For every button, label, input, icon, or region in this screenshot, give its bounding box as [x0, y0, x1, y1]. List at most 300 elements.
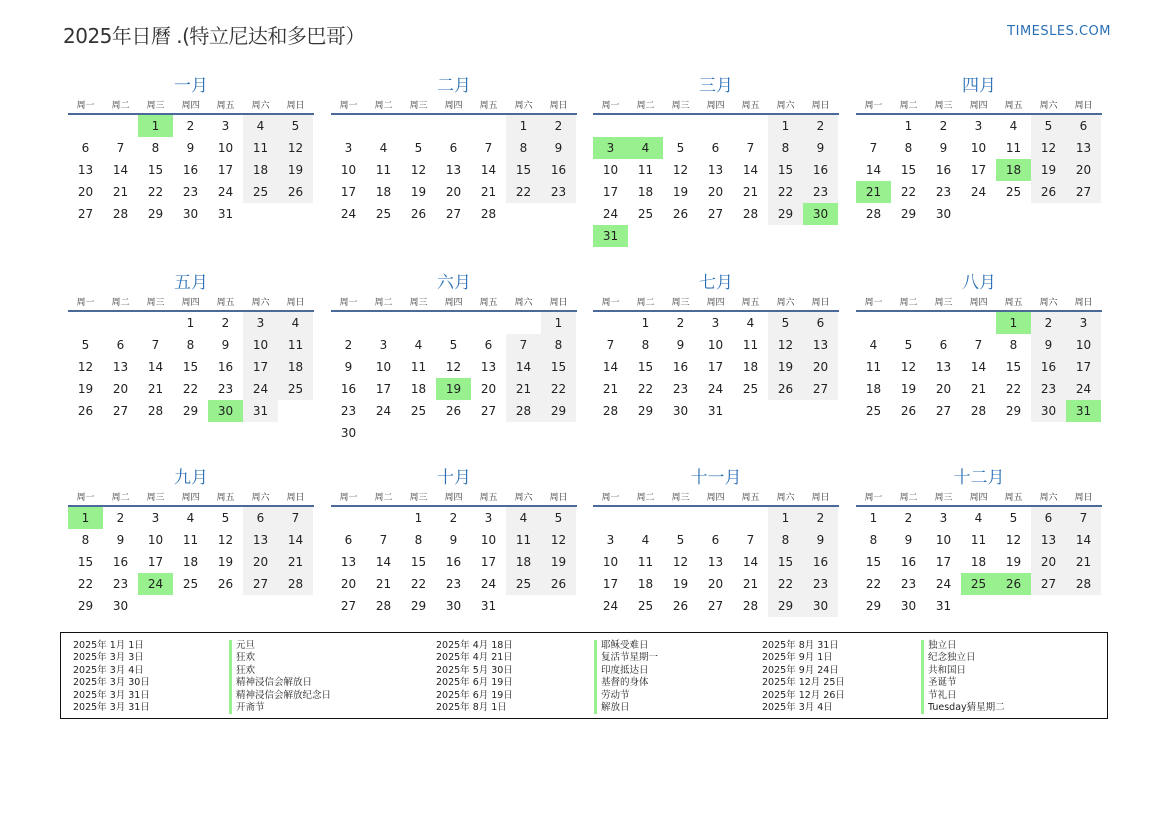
day-cell[interactable]: 26 [77, 404, 94, 418]
day-cell[interactable]: 13 [340, 555, 357, 569]
day-cell[interactable]: 21 [112, 185, 129, 199]
day-cell[interactable]: 28 [147, 404, 164, 418]
holiday-day-cell[interactable]: 31 [593, 225, 628, 247]
day-cell[interactable]: 7 [151, 338, 160, 352]
holiday-day-cell[interactable]: 25 [961, 573, 996, 595]
day-cell[interactable]: 22 [1005, 382, 1022, 396]
day-cell[interactable]: 7 [746, 533, 755, 547]
day-cell[interactable]: 9 [803, 137, 838, 159]
day-cell[interactable]: 22 [410, 577, 427, 591]
day-cell[interactable]: 18 [506, 551, 541, 573]
day-cell[interactable]: 15 [506, 159, 541, 181]
day-cell[interactable]: 6 [711, 533, 720, 547]
day-cell[interactable]: 22 [768, 573, 803, 595]
day-cell[interactable]: 10 [970, 141, 987, 155]
holiday-day-cell[interactable]: 30 [208, 400, 243, 422]
day-cell[interactable]: 6 [116, 338, 125, 352]
day-cell[interactable]: 28 [278, 573, 313, 595]
day-cell[interactable]: 19 [672, 577, 689, 591]
day-cell[interactable]: 30 [1031, 400, 1066, 422]
day-cell[interactable]: 12 [900, 360, 917, 374]
day-cell[interactable]: 16 [182, 163, 199, 177]
day-cell[interactable]: 9 [939, 141, 948, 155]
holiday-day-cell[interactable]: 4 [628, 137, 663, 159]
day-cell[interactable]: 27 [77, 207, 94, 221]
day-cell[interactable]: 18 [243, 159, 278, 181]
day-cell[interactable]: 8 [414, 533, 423, 547]
day-cell[interactable]: 31 [935, 599, 952, 613]
day-cell[interactable]: 30 [112, 599, 129, 613]
day-cell[interactable]: 19 [1005, 555, 1022, 569]
day-cell[interactable]: 8 [1009, 338, 1018, 352]
day-cell[interactable]: 11 [970, 533, 987, 547]
day-cell[interactable]: 10 [480, 533, 497, 547]
day-cell[interactable]: 20 [935, 382, 952, 396]
day-cell[interactable]: 19 [541, 551, 576, 573]
day-cell[interactable]: 3 [711, 316, 720, 330]
day-cell[interactable]: 22 [182, 382, 199, 396]
day-cell[interactable]: 5 [676, 533, 685, 547]
day-cell[interactable]: 17 [340, 185, 357, 199]
day-cell[interactable]: 24 [602, 207, 619, 221]
day-cell[interactable]: 6 [81, 141, 90, 155]
day-cell[interactable]: 14 [278, 529, 313, 551]
day-cell[interactable]: 5 [1031, 115, 1066, 137]
day-cell[interactable]: 18 [278, 356, 313, 378]
day-cell[interactable]: 17 [147, 555, 164, 569]
day-cell[interactable]: 8 [904, 141, 913, 155]
day-cell[interactable]: 17 [480, 555, 497, 569]
day-cell[interactable]: 1 [768, 507, 803, 529]
day-cell[interactable]: 4 [746, 316, 755, 330]
day-cell[interactable]: 2 [904, 511, 913, 525]
day-cell[interactable]: 10 [1066, 334, 1101, 356]
day-cell[interactable]: 3 [939, 511, 948, 525]
day-cell[interactable]: 31 [243, 400, 278, 422]
day-cell[interactable]: 2 [939, 119, 948, 133]
day-cell[interactable]: 5 [414, 141, 423, 155]
day-cell[interactable]: 17 [707, 360, 724, 374]
day-cell[interactable]: 19 [410, 185, 427, 199]
day-cell[interactable]: 16 [900, 555, 917, 569]
day-cell[interactable]: 15 [147, 163, 164, 177]
day-cell[interactable]: 11 [182, 533, 199, 547]
day-cell[interactable]: 20 [112, 382, 129, 396]
day-cell[interactable]: 2 [1031, 312, 1066, 334]
day-cell[interactable]: 26 [1031, 181, 1066, 203]
day-cell[interactable]: 24 [217, 185, 234, 199]
day-cell[interactable]: 6 [449, 141, 458, 155]
day-cell[interactable]: 2 [676, 316, 685, 330]
day-cell[interactable]: 11 [375, 163, 392, 177]
day-cell[interactable]: 11 [506, 529, 541, 551]
day-cell[interactable]: 28 [865, 207, 882, 221]
day-cell[interactable]: 15 [900, 163, 917, 177]
day-cell[interactable]: 25 [1005, 185, 1022, 199]
day-cell[interactable]: 11 [742, 338, 759, 352]
day-cell[interactable]: 21 [742, 577, 759, 591]
day-cell[interactable]: 6 [1066, 115, 1101, 137]
day-cell[interactable]: 23 [803, 573, 838, 595]
day-cell[interactable]: 9 [344, 360, 353, 374]
day-cell[interactable]: 28 [742, 599, 759, 613]
day-cell[interactable]: 17 [935, 555, 952, 569]
day-cell[interactable]: 16 [445, 555, 462, 569]
day-cell[interactable]: 11 [637, 555, 654, 569]
day-cell[interactable]: 22 [900, 185, 917, 199]
holiday-day-cell[interactable]: 19 [436, 378, 471, 400]
day-cell[interactable]: 11 [410, 360, 427, 374]
day-cell[interactable]: 13 [707, 163, 724, 177]
day-cell[interactable]: 28 [1066, 573, 1101, 595]
day-cell[interactable]: 16 [541, 159, 576, 181]
day-cell[interactable]: 3 [379, 338, 388, 352]
day-cell[interactable]: 29 [900, 207, 917, 221]
day-cell[interactable]: 5 [278, 115, 313, 137]
day-cell[interactable]: 24 [970, 185, 987, 199]
day-cell[interactable]: 22 [147, 185, 164, 199]
day-cell[interactable]: 7 [1066, 507, 1101, 529]
day-cell[interactable]: 24 [707, 382, 724, 396]
day-cell[interactable]: 18 [637, 185, 654, 199]
day-cell[interactable]: 8 [768, 529, 803, 551]
day-cell[interactable]: 16 [803, 159, 838, 181]
day-cell[interactable]: 21 [147, 382, 164, 396]
day-cell[interactable]: 29 [147, 207, 164, 221]
day-cell[interactable]: 31 [217, 207, 234, 221]
day-cell[interactable]: 2 [116, 511, 125, 525]
day-cell[interactable]: 5 [768, 312, 803, 334]
day-cell[interactable]: 9 [449, 533, 458, 547]
day-cell[interactable]: 25 [865, 404, 882, 418]
day-cell[interactable]: 7 [869, 141, 878, 155]
day-cell[interactable]: 19 [1031, 159, 1066, 181]
day-cell[interactable]: 18 [410, 382, 427, 396]
day-cell[interactable]: 17 [1066, 356, 1101, 378]
day-cell[interactable]: 20 [1031, 551, 1066, 573]
day-cell[interactable]: 16 [672, 360, 689, 374]
day-cell[interactable]: 12 [1005, 533, 1022, 547]
day-cell[interactable]: 7 [278, 507, 313, 529]
day-cell[interactable]: 23 [803, 181, 838, 203]
day-cell[interactable]: 14 [506, 356, 541, 378]
day-cell[interactable]: 29 [77, 599, 94, 613]
day-cell[interactable]: 13 [77, 163, 94, 177]
day-cell[interactable]: 13 [1031, 529, 1066, 551]
day-cell[interactable]: 19 [672, 185, 689, 199]
day-cell[interactable]: 6 [243, 507, 278, 529]
day-cell[interactable]: 20 [77, 185, 94, 199]
day-cell[interactable]: 20 [243, 551, 278, 573]
day-cell[interactable]: 16 [1031, 356, 1066, 378]
day-cell[interactable]: 20 [803, 356, 838, 378]
day-cell[interactable]: 8 [641, 338, 650, 352]
day-cell[interactable]: 3 [1066, 312, 1101, 334]
day-cell[interactable]: 5 [904, 338, 913, 352]
day-cell[interactable]: 26 [672, 207, 689, 221]
day-cell[interactable]: 24 [935, 577, 952, 591]
day-cell[interactable]: 11 [243, 137, 278, 159]
day-cell[interactable]: 9 [221, 338, 230, 352]
day-cell[interactable]: 25 [375, 207, 392, 221]
day-cell[interactable]: 27 [112, 404, 129, 418]
day-cell[interactable]: 25 [506, 573, 541, 595]
day-cell[interactable]: 26 [900, 404, 917, 418]
day-cell[interactable]: 15 [637, 360, 654, 374]
day-cell[interactable]: 19 [278, 159, 313, 181]
day-cell[interactable]: 3 [484, 511, 493, 525]
day-cell[interactable]: 21 [970, 382, 987, 396]
day-cell[interactable]: 29 [410, 599, 427, 613]
day-cell[interactable]: 8 [541, 334, 576, 356]
day-cell[interactable]: 14 [742, 163, 759, 177]
day-cell[interactable]: 27 [803, 378, 838, 400]
day-cell[interactable]: 13 [707, 555, 724, 569]
day-cell[interactable]: 4 [869, 338, 878, 352]
day-cell[interactable]: 31 [707, 404, 724, 418]
day-cell[interactable]: 12 [768, 334, 803, 356]
day-cell[interactable]: 18 [970, 555, 987, 569]
day-cell[interactable]: 8 [506, 137, 541, 159]
holiday-day-cell[interactable]: 24 [138, 573, 173, 595]
day-cell[interactable]: 23 [900, 577, 917, 591]
day-cell[interactable]: 2 [803, 115, 838, 137]
day-cell[interactable]: 20 [707, 577, 724, 591]
day-cell[interactable]: 28 [970, 404, 987, 418]
day-cell[interactable]: 23 [1031, 378, 1066, 400]
day-cell[interactable]: 17 [970, 163, 987, 177]
day-cell[interactable]: 6 [803, 312, 838, 334]
day-cell[interactable]: 2 [541, 115, 576, 137]
day-cell[interactable]: 12 [672, 555, 689, 569]
day-cell[interactable]: 6 [939, 338, 948, 352]
day-cell[interactable]: 13 [935, 360, 952, 374]
day-cell[interactable]: 17 [375, 382, 392, 396]
day-cell[interactable]: 5 [81, 338, 90, 352]
day-cell[interactable]: 14 [865, 163, 882, 177]
day-cell[interactable]: 5 [676, 141, 685, 155]
day-cell[interactable]: 14 [480, 163, 497, 177]
day-cell[interactable]: 30 [182, 207, 199, 221]
day-cell[interactable]: 25 [637, 207, 654, 221]
day-cell[interactable]: 20 [340, 577, 357, 591]
day-cell[interactable]: 8 [768, 137, 803, 159]
day-cell[interactable]: 28 [506, 400, 541, 422]
day-cell[interactable]: 24 [243, 378, 278, 400]
day-cell[interactable]: 17 [602, 185, 619, 199]
day-cell[interactable]: 21 [602, 382, 619, 396]
day-cell[interactable]: 20 [1066, 159, 1101, 181]
day-cell[interactable]: 28 [602, 404, 619, 418]
day-cell[interactable]: 29 [637, 404, 654, 418]
day-cell[interactable]: 21 [742, 185, 759, 199]
day-cell[interactable]: 16 [340, 382, 357, 396]
day-cell[interactable]: 23 [935, 185, 952, 199]
day-cell[interactable]: 7 [606, 338, 615, 352]
day-cell[interactable]: 6 [711, 141, 720, 155]
day-cell[interactable]: 26 [445, 404, 462, 418]
day-cell[interactable]: 29 [1005, 404, 1022, 418]
day-cell[interactable]: 3 [151, 511, 160, 525]
day-cell[interactable]: 29 [768, 203, 803, 225]
day-cell[interactable]: 20 [707, 185, 724, 199]
site-logo[interactable]: TIMESLES.COM [1007, 24, 1111, 39]
day-cell[interactable]: 13 [480, 360, 497, 374]
day-cell[interactable]: 2 [449, 511, 458, 525]
day-cell[interactable]: 27 [243, 573, 278, 595]
day-cell[interactable]: 27 [707, 599, 724, 613]
day-cell[interactable]: 4 [974, 511, 983, 525]
day-cell[interactable]: 4 [243, 115, 278, 137]
day-cell[interactable]: 10 [602, 163, 619, 177]
holiday-day-cell[interactable]: 21 [856, 181, 891, 203]
day-cell[interactable]: 22 [637, 382, 654, 396]
day-cell[interactable]: 30 [803, 595, 838, 617]
day-cell[interactable]: 14 [1066, 529, 1101, 551]
day-cell[interactable]: 22 [768, 181, 803, 203]
day-cell[interactable]: 10 [243, 334, 278, 356]
day-cell[interactable]: 22 [541, 378, 576, 400]
day-cell[interactable]: 12 [217, 533, 234, 547]
day-cell[interactable]: 4 [641, 533, 650, 547]
holiday-day-cell[interactable]: 26 [996, 573, 1031, 595]
day-cell[interactable]: 18 [375, 185, 392, 199]
day-cell[interactable]: 9 [803, 529, 838, 551]
day-cell[interactable]: 18 [637, 577, 654, 591]
day-cell[interactable]: 5 [221, 511, 230, 525]
holiday-day-cell[interactable]: 1 [138, 115, 173, 137]
day-cell[interactable]: 19 [768, 356, 803, 378]
day-cell[interactable]: 16 [935, 163, 952, 177]
day-cell[interactable]: 29 [541, 400, 576, 422]
day-cell[interactable]: 10 [217, 141, 234, 155]
day-cell[interactable]: 10 [375, 360, 392, 374]
day-cell[interactable]: 27 [480, 404, 497, 418]
day-cell[interactable]: 17 [217, 163, 234, 177]
day-cell[interactable]: 10 [340, 163, 357, 177]
day-cell[interactable]: 5 [449, 338, 458, 352]
day-cell[interactable]: 24 [480, 577, 497, 591]
holiday-day-cell[interactable]: 3 [593, 137, 628, 159]
day-cell[interactable]: 1 [768, 115, 803, 137]
holiday-day-cell[interactable]: 1 [996, 312, 1031, 334]
day-cell[interactable]: 31 [480, 599, 497, 613]
day-cell[interactable]: 30 [672, 404, 689, 418]
holiday-day-cell[interactable]: 18 [996, 159, 1031, 181]
day-cell[interactable]: 22 [865, 577, 882, 591]
day-cell[interactable]: 29 [865, 599, 882, 613]
day-cell[interactable]: 23 [672, 382, 689, 396]
day-cell[interactable]: 1 [541, 312, 576, 334]
day-cell[interactable]: 1 [641, 316, 650, 330]
day-cell[interactable]: 17 [243, 356, 278, 378]
day-cell[interactable]: 10 [707, 338, 724, 352]
day-cell[interactable]: 6 [344, 533, 353, 547]
day-cell[interactable]: 7 [506, 334, 541, 356]
day-cell[interactable]: 27 [340, 599, 357, 613]
day-cell[interactable]: 1 [506, 115, 541, 137]
day-cell[interactable]: 2 [344, 338, 353, 352]
day-cell[interactable]: 9 [904, 533, 913, 547]
day-cell[interactable]: 3 [974, 119, 983, 133]
day-cell[interactable]: 27 [1031, 573, 1066, 595]
day-cell[interactable]: 1 [869, 511, 878, 525]
day-cell[interactable]: 12 [278, 137, 313, 159]
day-cell[interactable]: 21 [1066, 551, 1101, 573]
day-cell[interactable]: 25 [742, 382, 759, 396]
day-cell[interactable]: 12 [541, 529, 576, 551]
day-cell[interactable]: 26 [410, 207, 427, 221]
day-cell[interactable]: 25 [278, 378, 313, 400]
day-cell[interactable]: 25 [637, 599, 654, 613]
day-cell[interactable]: 20 [445, 185, 462, 199]
holiday-day-cell[interactable]: 30 [803, 203, 838, 225]
day-cell[interactable]: 13 [803, 334, 838, 356]
day-cell[interactable]: 24 [340, 207, 357, 221]
day-cell[interactable]: 25 [243, 181, 278, 203]
day-cell[interactable]: 28 [112, 207, 129, 221]
day-cell[interactable]: 21 [480, 185, 497, 199]
day-cell[interactable]: 15 [182, 360, 199, 374]
day-cell[interactable]: 27 [1066, 181, 1101, 203]
day-cell[interactable]: 8 [151, 141, 160, 155]
day-cell[interactable]: 12 [672, 163, 689, 177]
day-cell[interactable]: 1 [414, 511, 423, 525]
day-cell[interactable]: 22 [506, 181, 541, 203]
day-cell[interactable]: 25 [182, 577, 199, 591]
day-cell[interactable]: 26 [217, 577, 234, 591]
day-cell[interactable]: 1 [186, 316, 195, 330]
day-cell[interactable]: 11 [865, 360, 882, 374]
day-cell[interactable]: 7 [974, 338, 983, 352]
day-cell[interactable]: 15 [768, 159, 803, 181]
day-cell[interactable]: 13 [1066, 137, 1101, 159]
day-cell[interactable]: 23 [182, 185, 199, 199]
day-cell[interactable]: 27 [935, 404, 952, 418]
day-cell[interactable]: 4 [506, 507, 541, 529]
day-cell[interactable]: 9 [1031, 334, 1066, 356]
day-cell[interactable]: 6 [484, 338, 493, 352]
day-cell[interactable]: 30 [340, 426, 357, 440]
day-cell[interactable]: 15 [410, 555, 427, 569]
day-cell[interactable]: 2 [221, 316, 230, 330]
day-cell[interactable]: 10 [602, 555, 619, 569]
day-cell[interactable]: 21 [375, 577, 392, 591]
day-cell[interactable]: 8 [186, 338, 195, 352]
day-cell[interactable]: 13 [445, 163, 462, 177]
day-cell[interactable]: 5 [541, 507, 576, 529]
day-cell[interactable]: 2 [803, 507, 838, 529]
day-cell[interactable]: 16 [112, 555, 129, 569]
day-cell[interactable]: 30 [935, 207, 952, 221]
day-cell[interactable]: 18 [182, 555, 199, 569]
day-cell[interactable]: 23 [112, 577, 129, 591]
day-cell[interactable]: 4 [379, 141, 388, 155]
day-cell[interactable]: 11 [637, 163, 654, 177]
day-cell[interactable]: 13 [112, 360, 129, 374]
day-cell[interactable]: 26 [672, 599, 689, 613]
day-cell[interactable]: 24 [375, 404, 392, 418]
day-cell[interactable]: 6 [1031, 507, 1066, 529]
day-cell[interactable]: 15 [768, 551, 803, 573]
day-cell[interactable]: 15 [541, 356, 576, 378]
day-cell[interactable]: 26 [768, 378, 803, 400]
day-cell[interactable]: 4 [414, 338, 423, 352]
day-cell[interactable]: 29 [182, 404, 199, 418]
day-cell[interactable]: 21 [278, 551, 313, 573]
day-cell[interactable]: 14 [147, 360, 164, 374]
day-cell[interactable]: 1 [904, 119, 913, 133]
